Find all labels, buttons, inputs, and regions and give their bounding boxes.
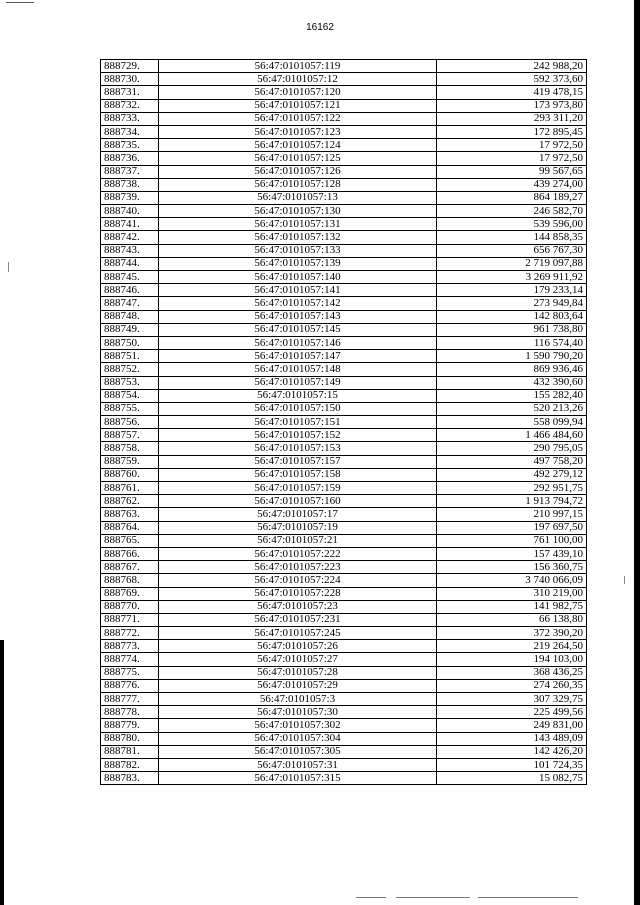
row-number-cell: 888747. [101, 297, 159, 310]
table-row [101, 613, 587, 626]
cadastral-number-cell: 56:47:0101057:128 [159, 178, 437, 191]
row-number-cell: 888776. [101, 679, 159, 692]
row-number-cell: 888746. [101, 284, 159, 297]
cadastral-number-cell: 56:47:0101057:147 [159, 350, 437, 363]
table-row [101, 218, 587, 231]
table-row [101, 73, 587, 86]
value-cell: 439 274,00 [437, 178, 587, 191]
table-row [101, 693, 587, 706]
row-number-cell: 888777. [101, 693, 159, 706]
value-cell: 3 269 911,92 [437, 271, 587, 284]
table-row [101, 125, 587, 138]
cadastral-number-cell: 56:47:0101057:143 [159, 310, 437, 323]
value-cell: 173 973,80 [437, 99, 587, 112]
value-cell: 1 466 484,60 [437, 429, 587, 442]
cadastral-number-cell: 56:47:0101057:30 [159, 706, 437, 719]
value-cell: 66 138,80 [437, 613, 587, 626]
value-cell: 1 913 794,72 [437, 495, 587, 508]
scan-mark-right [624, 576, 625, 584]
value-cell: 17 972,50 [437, 152, 587, 165]
table-row [101, 521, 587, 534]
table-row [101, 257, 587, 270]
table-row [101, 271, 587, 284]
value-cell: 3 740 066,09 [437, 574, 587, 587]
cadastral-number-cell: 56:47:0101057:158 [159, 468, 437, 481]
row-number-cell: 888755. [101, 402, 159, 415]
scan-edge-left [0, 640, 4, 905]
table-row [101, 561, 587, 574]
table-row [101, 758, 587, 771]
value-cell: 372 390,20 [437, 627, 587, 640]
cadastral-number-cell: 56:47:0101057:146 [159, 336, 437, 349]
table-row [101, 719, 587, 732]
cadastral-number-cell: 56:47:0101057:13 [159, 191, 437, 204]
row-number-cell: 888738. [101, 178, 159, 191]
cadastral-number-cell: 56:47:0101057:122 [159, 112, 437, 125]
value-cell: 155 282,40 [437, 389, 587, 402]
row-number-cell: 888762. [101, 495, 159, 508]
value-cell: 141 982,75 [437, 600, 587, 613]
table-row [101, 640, 587, 653]
row-number-cell: 888765. [101, 534, 159, 547]
row-number-cell: 888782. [101, 758, 159, 771]
cadastral-number-cell: 56:47:0101057:139 [159, 257, 437, 270]
table-row [101, 402, 587, 415]
cadastral-number-cell: 56:47:0101057:151 [159, 416, 437, 429]
row-number-cell: 888736. [101, 152, 159, 165]
row-number-cell: 888743. [101, 244, 159, 257]
table-row [101, 442, 587, 455]
row-number-cell: 888763. [101, 508, 159, 521]
value-cell: 273 949,84 [437, 297, 587, 310]
value-cell: 194 103,00 [437, 653, 587, 666]
value-cell: 864 189,27 [437, 191, 587, 204]
value-cell: 592 373,60 [437, 73, 587, 86]
cadastral-number-cell: 56:47:0101057:222 [159, 547, 437, 560]
row-number-cell: 888737. [101, 165, 159, 178]
cadastral-number-cell: 56:47:0101057:150 [159, 402, 437, 415]
row-number-cell: 888752. [101, 363, 159, 376]
cadastral-number-cell: 56:47:0101057:153 [159, 442, 437, 455]
cadastral-number-cell: 56:47:0101057:149 [159, 376, 437, 389]
table-row [101, 363, 587, 376]
value-cell: 368 436,25 [437, 666, 587, 679]
table-row [101, 376, 587, 389]
cadastral-number-cell: 56:47:0101057:125 [159, 152, 437, 165]
value-cell: 219 264,50 [437, 640, 587, 653]
row-number-cell: 888764. [101, 521, 159, 534]
row-number-cell: 888767. [101, 561, 159, 574]
table-row [101, 574, 587, 587]
table-row [101, 99, 587, 112]
table-row [101, 336, 587, 349]
cadastral-number-cell: 56:47:0101057:131 [159, 218, 437, 231]
cadastral-number-cell: 56:47:0101057:245 [159, 627, 437, 640]
value-cell: 520 213,26 [437, 402, 587, 415]
registry-table-body [101, 60, 587, 785]
row-number-cell: 888757. [101, 429, 159, 442]
value-cell: 274 260,35 [437, 679, 587, 692]
value-cell: 197 697,50 [437, 521, 587, 534]
row-number-cell: 888772. [101, 627, 159, 640]
row-number-cell: 888734. [101, 125, 159, 138]
table-row [101, 165, 587, 178]
table-row [101, 732, 587, 745]
cadastral-number-cell: 56:47:0101057:228 [159, 587, 437, 600]
row-number-cell: 888766. [101, 547, 159, 560]
row-number-cell: 888779. [101, 719, 159, 732]
cadastral-number-cell: 56:47:0101057:145 [159, 323, 437, 336]
table-row [101, 389, 587, 402]
value-cell: 293 311,20 [437, 112, 587, 125]
cadastral-number-cell: 56:47:0101057:148 [159, 363, 437, 376]
table-row [101, 653, 587, 666]
cadastral-number-cell: 56:47:0101057:17 [159, 508, 437, 521]
scan-edge-top [6, 2, 34, 3]
value-cell: 242 988,20 [437, 60, 587, 73]
value-cell: 432 390,60 [437, 376, 587, 389]
cadastral-number-cell: 56:47:0101057:124 [159, 139, 437, 152]
table-row [101, 547, 587, 560]
value-cell: 869 936,46 [437, 363, 587, 376]
value-cell: 497 758,20 [437, 455, 587, 468]
value-cell: 307 329,75 [437, 693, 587, 706]
row-number-cell: 888754. [101, 389, 159, 402]
cadastral-number-cell: 56:47:0101057:224 [159, 574, 437, 587]
table-row [101, 231, 587, 244]
row-number-cell: 888753. [101, 376, 159, 389]
value-cell: 539 596,00 [437, 218, 587, 231]
value-cell: 419 478,15 [437, 86, 587, 99]
table-row [101, 152, 587, 165]
row-number-cell: 888768. [101, 574, 159, 587]
scan-edge-right [634, 0, 640, 905]
cadastral-number-cell: 56:47:0101057:26 [159, 640, 437, 653]
scan-mark-bottom [478, 897, 578, 898]
row-number-cell: 888740. [101, 205, 159, 218]
table-row [101, 772, 587, 785]
value-cell: 310 219,00 [437, 587, 587, 600]
table-row [101, 112, 587, 125]
cadastral-number-cell: 56:47:0101057:140 [159, 271, 437, 284]
row-number-cell: 888750. [101, 336, 159, 349]
value-cell: 101 724,35 [437, 758, 587, 771]
table-row [101, 60, 587, 73]
row-number-cell: 888731. [101, 86, 159, 99]
table-row [101, 600, 587, 613]
table-row [101, 666, 587, 679]
cadastral-number-cell: 56:47:0101057:119 [159, 60, 437, 73]
row-number-cell: 888773. [101, 640, 159, 653]
cadastral-number-cell: 56:47:0101057:157 [159, 455, 437, 468]
row-number-cell: 888760. [101, 468, 159, 481]
value-cell: 179 233,14 [437, 284, 587, 297]
value-cell: 558 099,94 [437, 416, 587, 429]
value-cell: 961 738,80 [437, 323, 587, 336]
value-cell: 492 279,12 [437, 468, 587, 481]
row-number-cell: 888783. [101, 772, 159, 785]
value-cell: 142 803,64 [437, 310, 587, 323]
table-row [101, 627, 587, 640]
scan-mark-bottom [396, 897, 470, 898]
row-number-cell: 888781. [101, 745, 159, 758]
value-cell: 761 100,00 [437, 534, 587, 547]
row-number-cell: 888770. [101, 600, 159, 613]
row-number-cell: 888761. [101, 482, 159, 495]
row-number-cell: 888744. [101, 257, 159, 270]
row-number-cell: 888759. [101, 455, 159, 468]
table-row [101, 745, 587, 758]
value-cell: 210 997,15 [437, 508, 587, 521]
row-number-cell: 888745. [101, 271, 159, 284]
table-row [101, 416, 587, 429]
row-number-cell: 888733. [101, 112, 159, 125]
cadastral-number-cell: 56:47:0101057:141 [159, 284, 437, 297]
table-row [101, 429, 587, 442]
row-number-cell: 888756. [101, 416, 159, 429]
cadastral-number-cell: 56:47:0101057:3 [159, 693, 437, 706]
row-number-cell: 888748. [101, 310, 159, 323]
row-number-cell: 888771. [101, 613, 159, 626]
cadastral-number-cell: 56:47:0101057:305 [159, 745, 437, 758]
cadastral-number-cell: 56:47:0101057:130 [159, 205, 437, 218]
table-row [101, 534, 587, 547]
table-row [101, 323, 587, 336]
value-cell: 156 360,75 [437, 561, 587, 574]
row-number-cell: 888758. [101, 442, 159, 455]
table-row [101, 86, 587, 99]
row-number-cell: 888769. [101, 587, 159, 600]
value-cell: 143 489,09 [437, 732, 587, 745]
scan-mark-left [8, 262, 9, 272]
row-number-cell: 888751. [101, 350, 159, 363]
cadastral-number-cell: 56:47:0101057:31 [159, 758, 437, 771]
cadastral-number-cell: 56:47:0101057:142 [159, 297, 437, 310]
cadastral-number-cell: 56:47:0101057:21 [159, 534, 437, 547]
cadastral-number-cell: 56:47:0101057:29 [159, 679, 437, 692]
cadastral-number-cell: 56:47:0101057:315 [159, 772, 437, 785]
cadastral-number-cell: 56:47:0101057:133 [159, 244, 437, 257]
value-cell: 17 972,50 [437, 139, 587, 152]
row-number-cell: 888735. [101, 139, 159, 152]
cadastral-number-cell: 56:47:0101057:223 [159, 561, 437, 574]
cadastral-number-cell: 56:47:0101057:126 [159, 165, 437, 178]
row-number-cell: 888729. [101, 60, 159, 73]
value-cell: 142 426,20 [437, 745, 587, 758]
cadastral-number-cell: 56:47:0101057:159 [159, 482, 437, 495]
cadastral-number-cell: 56:47:0101057:304 [159, 732, 437, 745]
registry-table [100, 59, 587, 785]
row-number-cell: 888778. [101, 706, 159, 719]
row-number-cell: 888780. [101, 732, 159, 745]
table-row [101, 706, 587, 719]
table-row [101, 191, 587, 204]
row-number-cell: 888741. [101, 218, 159, 231]
value-cell: 290 795,05 [437, 442, 587, 455]
table-row [101, 468, 587, 481]
table-row [101, 508, 587, 521]
row-number-cell: 888730. [101, 73, 159, 86]
value-cell: 2 719 097,88 [437, 257, 587, 270]
row-number-cell: 888739. [101, 191, 159, 204]
table-row [101, 284, 587, 297]
cadastral-number-cell: 56:47:0101057:15 [159, 389, 437, 402]
table-row [101, 482, 587, 495]
value-cell: 144 858,35 [437, 231, 587, 244]
cadastral-number-cell: 56:47:0101057:120 [159, 86, 437, 99]
scan-mark-bottom [356, 897, 386, 898]
table-row [101, 679, 587, 692]
table-row [101, 205, 587, 218]
table-row [101, 495, 587, 508]
row-number-cell: 888774. [101, 653, 159, 666]
cadastral-number-cell: 56:47:0101057:27 [159, 653, 437, 666]
value-cell: 157 439,10 [437, 547, 587, 560]
cadastral-number-cell: 56:47:0101057:132 [159, 231, 437, 244]
table-row [101, 297, 587, 310]
value-cell: 172 895,45 [437, 125, 587, 138]
value-cell: 99 567,65 [437, 165, 587, 178]
cadastral-number-cell: 56:47:0101057:160 [159, 495, 437, 508]
cadastral-number-cell: 56:47:0101057:28 [159, 666, 437, 679]
cadastral-number-cell: 56:47:0101057:121 [159, 99, 437, 112]
value-cell: 292 951,75 [437, 482, 587, 495]
value-cell: 249 831,00 [437, 719, 587, 732]
value-cell: 246 582,70 [437, 205, 587, 218]
table-row [101, 587, 587, 600]
table-row [101, 178, 587, 191]
cadastral-number-cell: 56:47:0101057:152 [159, 429, 437, 442]
cadastral-number-cell: 56:47:0101057:302 [159, 719, 437, 732]
row-number-cell: 888732. [101, 99, 159, 112]
value-cell: 15 082,75 [437, 772, 587, 785]
cadastral-number-cell: 56:47:0101057:12 [159, 73, 437, 86]
cadastral-number-cell: 56:47:0101057:23 [159, 600, 437, 613]
value-cell: 116 574,40 [437, 336, 587, 349]
table-row [101, 455, 587, 468]
row-number-cell: 888775. [101, 666, 159, 679]
cadastral-number-cell: 56:47:0101057:123 [159, 125, 437, 138]
table-row [101, 139, 587, 152]
table-row [101, 350, 587, 363]
cadastral-number-cell: 56:47:0101057:231 [159, 613, 437, 626]
value-cell: 1 590 790,20 [437, 350, 587, 363]
value-cell: 225 499,56 [437, 706, 587, 719]
cadastral-number-cell: 56:47:0101057:19 [159, 521, 437, 534]
row-number-cell: 888742. [101, 231, 159, 244]
row-number-cell: 888749. [101, 323, 159, 336]
page-number: 16162 [306, 22, 334, 33]
table-row [101, 244, 587, 257]
table-row [101, 310, 587, 323]
value-cell: 656 767,30 [437, 244, 587, 257]
